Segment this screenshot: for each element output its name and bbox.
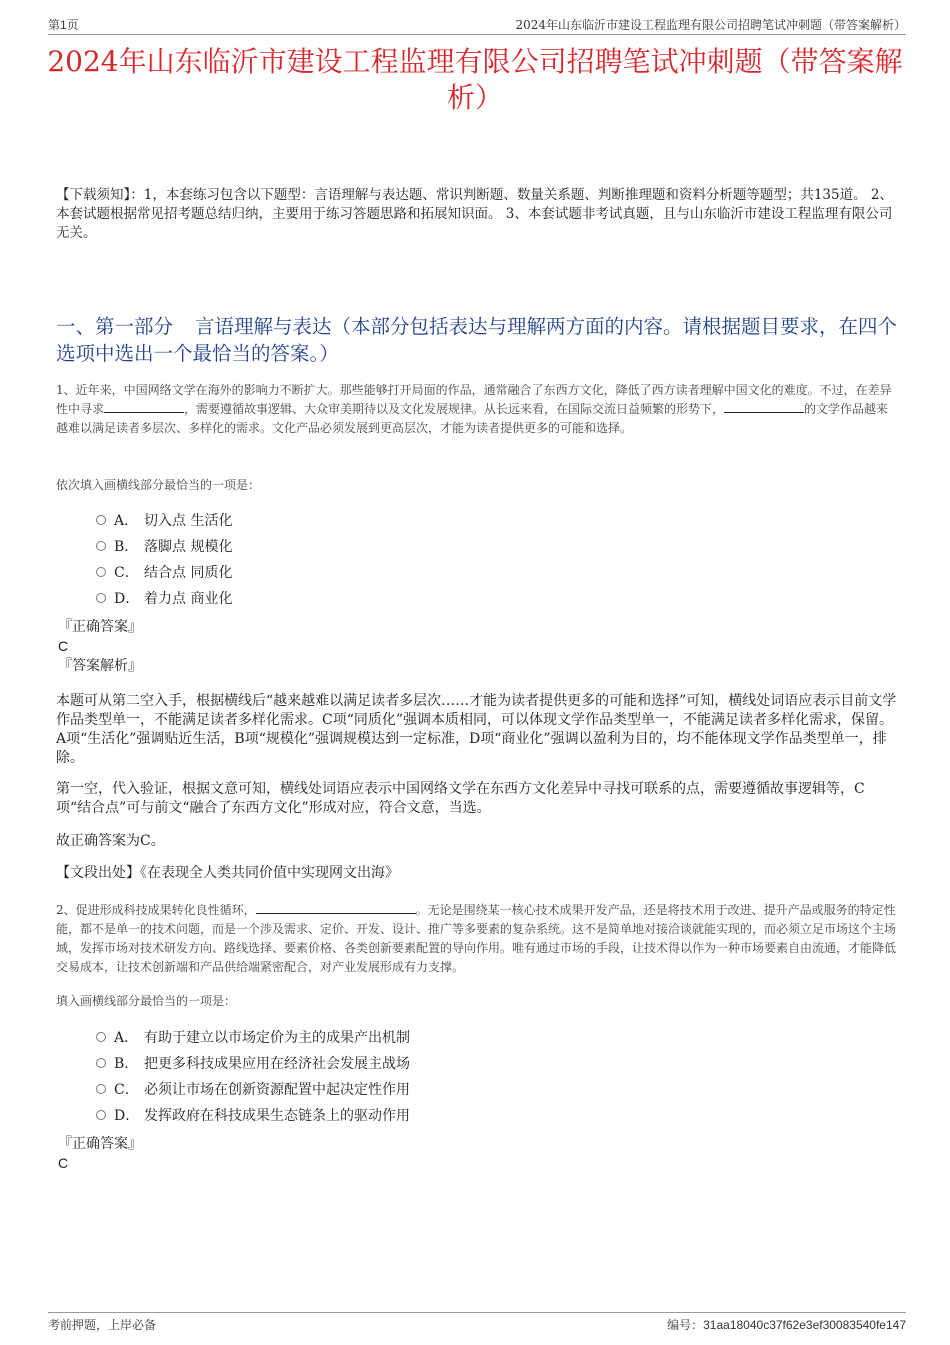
section-number: 一、第一部分 (56, 315, 174, 338)
page-footer (48, 1312, 906, 1335)
footer-slogan: 考前押题，上岸必备 (48, 1318, 157, 1332)
radio-button[interactable] (96, 515, 106, 525)
correct-answer: C (58, 1155, 69, 1171)
question-1-prompt: 依次填入画横线部分最恰当的一项是： (56, 478, 261, 492)
document-title: 2024年山东临沂市建设工程监理有限公司招聘笔试冲刺题（带答案解析） (47, 45, 903, 114)
section-title (56, 313, 898, 367)
correct-answer: C (58, 638, 69, 654)
option-b[interactable]: B． 落脚点 规模化 (96, 534, 232, 560)
radio-button[interactable] (96, 593, 106, 603)
page-header (48, 14, 906, 35)
option-b[interactable]: B． 把更多科技成果应用在经济社会发展主战场 (96, 1051, 410, 1077)
analysis-paragraph-1: 本题可从第二空入手，根据横线后“越来越难以满足读者多层次……才能为读者提供更多的可能和选择”可知，横线处词语应表示目前文学作品类型单一，不能满足读者多样化需求。C项“同质化”强调本质相同，可以体现文学作品类型单一，不能满足读者多样化需求，保留。A项“生活化”强调贴近生活，B项“规模化”强调规模达到一定标准，D项“商业化”强调以盈利为目的，均不能体现文学作品类型单一，排除。 (56, 693, 897, 766)
radio-button[interactable] (96, 1110, 106, 1120)
fill-blank (724, 400, 804, 413)
option-c[interactable]: C． 必须让市场在创新资源配置中起决定性作用 (96, 1077, 410, 1103)
radio-button[interactable] (96, 567, 106, 577)
document-code: 编号：31aa18040c37f62e3ef30083540fe147 (667, 1318, 906, 1332)
radio-button[interactable] (96, 1084, 106, 1094)
fill-blank (104, 400, 184, 413)
question-1-options (96, 508, 232, 612)
option-d[interactable]: D． 发挥政府在科技成果生态链条上的驱动作用 (96, 1103, 410, 1129)
header-doc-title: 2024年山东临沂市建设工程监理有限公司招聘笔试冲刺题（带答案解析） (515, 18, 906, 32)
radio-button[interactable] (96, 1058, 106, 1068)
option-d[interactable]: D． 着力点 商业化 (96, 586, 232, 612)
option-a[interactable]: A． 有助于建立以市场定价为主的成果产出机制 (96, 1025, 410, 1051)
analysis-label: 『答案解析』 (58, 658, 142, 674)
radio-button[interactable] (96, 541, 106, 551)
section-description: 言语理解与表达（本部分包括表达与理解两方面的内容。请根据题目要求，在四个选项中选出一个最恰当的答案。） (56, 315, 898, 365)
correct-answer-label: 『正确答案』 (58, 1136, 142, 1152)
correct-answer-label: 『正确答案』 (58, 619, 142, 635)
radio-button[interactable] (96, 1032, 106, 1042)
option-c[interactable]: C． 结合点 同质化 (96, 560, 232, 586)
question-2-prompt: 填入画横线部分最恰当的一项是： (56, 994, 237, 1008)
question-1-stem: 1、近年来，中国网络文学在海外的影响力不断扩大。那些能够打开局面的作品，通常融合了东西方文化，降低了西方读者理解中国文化的难度。不过，在差异性中寻求 ，需要遵循故事逻辑、大众审美期待以及文化发展规律。从长远来看，在国际交流日益频繁的形势下， 的文学作品越来越难以满足读者多层次、多样化的需求。文化产品必须发展到更高层次，才能为读者提供更多的可能和选择。 (56, 383, 892, 435)
analysis-paragraph-2: 第一空，代入验证，根据文意可知，横线处词语应表示中国网络文学在东西方文化差异中寻找可联系的点，需要遵循故事逻辑等，C项“结合点”可与前文“融合了东西方文化”形成对应，符合文意，当选。 (56, 781, 865, 816)
page-number: 第1页 (48, 18, 79, 32)
question-2-options (96, 1025, 410, 1129)
download-notice: 【下载须知】：1，本套练习包含以下题型：言语理解与表达题、常识判断题、数量关系题、判断推理题和资料分析题等题型；共135道。 2、本套试题根据常见招考题总结归纳，主要用于练习答题思路和拓展知识面。 3、本套试题非考试真题，且与山东临沂市建设工程监理有限公司无关。 (56, 187, 893, 241)
source-citation: 【文段出处】《在表现全人类共同价值中实现网文出海》 (56, 865, 399, 881)
question-2-stem: 2、促进形成科技成果转化良性循环， 。无论是围绕某一核心技术成果开发产品，还是将技术用于改进、提升产品或服务的特定性能，都不是单一的技术问题，而是一个涉及需求、定价、开发、设计、推广等多要素的复杂系统。这不是简单地对接洽谈就能实现的，而必须立足市场这个主场域，发挥市场对技术研发方向、路线选择、要素价格、各类创新要素配置的导向作用。唯有通过市场的手段，让技术得以作为一种市场要素自由流通，才能降低交易成本，让技术创新端和产品供给端紧密配合，对产业发展形成有力支撑。 (56, 903, 897, 974)
fill-blank (256, 901, 416, 914)
analysis-conclusion: 故正确答案为C。 (56, 833, 165, 849)
option-a[interactable]: A． 切入点 生活化 (96, 508, 232, 534)
